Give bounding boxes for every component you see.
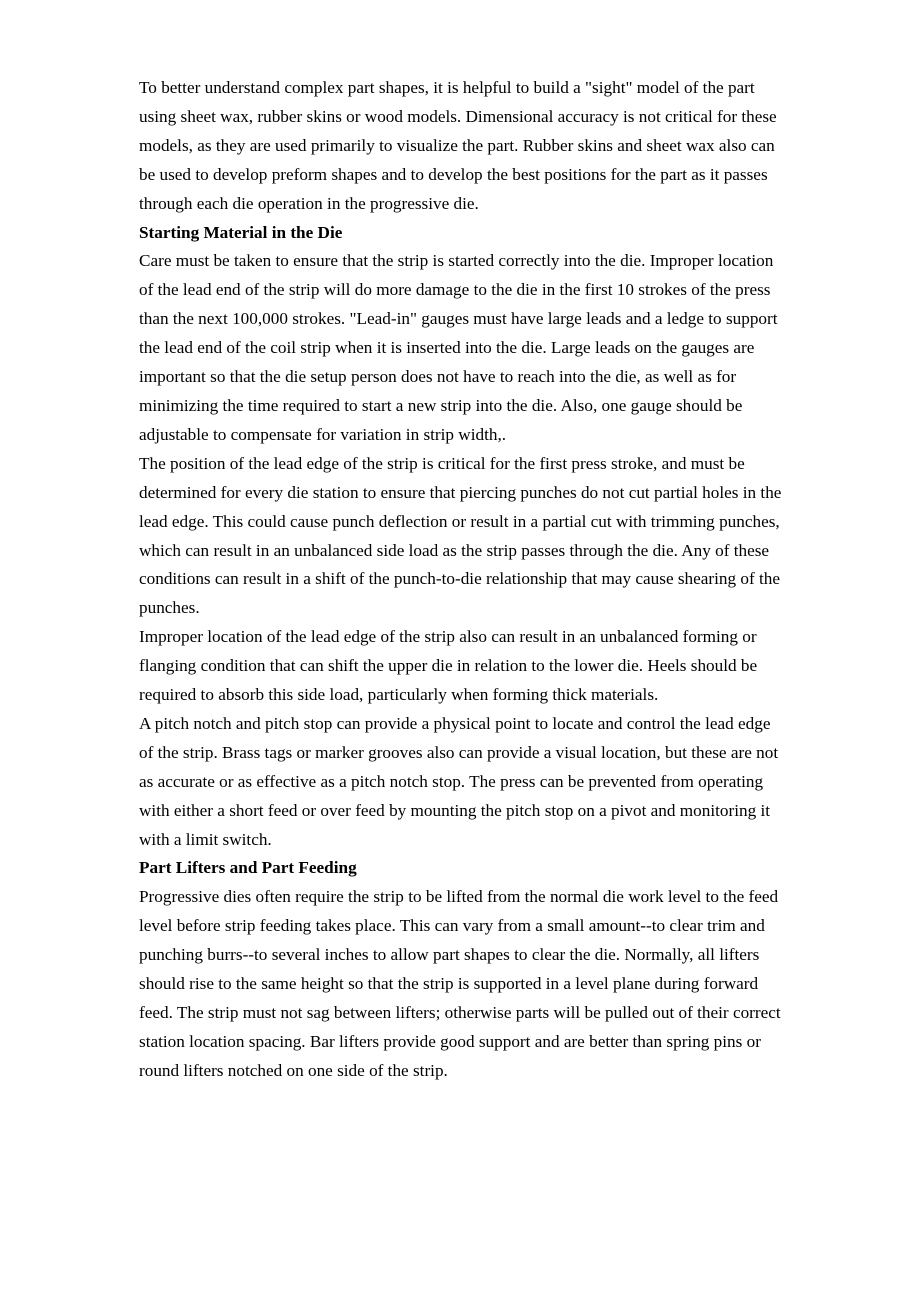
paragraph-progressive-dies: Progressive dies often require the strip to be lifted from the normal die work level to the feed level before strip feeding takes place. This can vary from a small amount--to clear trim and punching burrs--to several inches to allow part shapes to clear the die. Normally, all lifters should rise to the same height so that the strip is supported in a level plane during forward feed. The strip must not sag between lifters; otherwise parts will be pulled out of their correct station location spacing. Bar lifters provide good support and are better than spring pins or round lifters notched on one side of the strip. <box>139 887 781 1080</box>
document-body <box>139 74 784 1086</box>
paragraph-strip-start: Care must be taken to ensure that the strip is started correctly into the die. Improper location of the lead end of the strip will do more damage to the die in the first 10 strokes of the press than the next 100,000 strokes. "Lead-in" gauges must have large leads and a ledge to support the lead end of the coil strip when it is inserted into the die. Large leads on the gauges are important so that the die setup person does not have to reach into the die, as well as for minimizing the time required to start a new strip into the die. Also, one gauge should be adjustable to compensate for variation in strip width,. <box>139 251 778 444</box>
paragraph-lead-edge-position: The position of the lead edge of the strip is critical for the first press stroke, and must be determined for every die station to ensure that piercing punches do not cut partial holes in the lead edge. This could cause punch deflection or result in a partial cut with trimming punches, which can result in an unbalanced side load as the strip passes through the die. Any of these conditions can result in a shift of the punch-to-die relationship that may cause shearing of the punches. <box>139 453 782 618</box>
paragraph-sight-model: To better understand complex part shapes, it is helpful to build a "sight" model of the part using sheet wax, rubber skins or wood models. Dimensional accuracy is not critical for these models, as they are used primarily to visualize the part. Rubber skins and sheet wax also can be used to develop preform shapes and to develop the best positions for the part as it passes through each die operation in the progressive die. <box>139 78 777 213</box>
heading-starting-material: Starting Material in the Die <box>139 222 343 242</box>
heading-part-lifters: Part Lifters and Part Feeding <box>139 858 357 878</box>
paragraph-pitch-notch: A pitch notch and pitch stop can provide a physical point to locate and control the lead edge of the strip. Brass tags or marker grooves also can provide a visual location, but these are not as accurate or as effective as a pitch notch stop. The press can be prevented from operating with either a short feed or over feed by mounting the pitch stop on a pivot and monitoring it with a limit switch. <box>139 713 779 849</box>
paragraph-improper-location: Improper location of the lead edge of the strip also can result in an unbalanced forming or flanging condition that can shift the upper die in relation to the lower die. Heels should be required to absorb this side load, particularly when forming thick materials. <box>139 627 758 705</box>
